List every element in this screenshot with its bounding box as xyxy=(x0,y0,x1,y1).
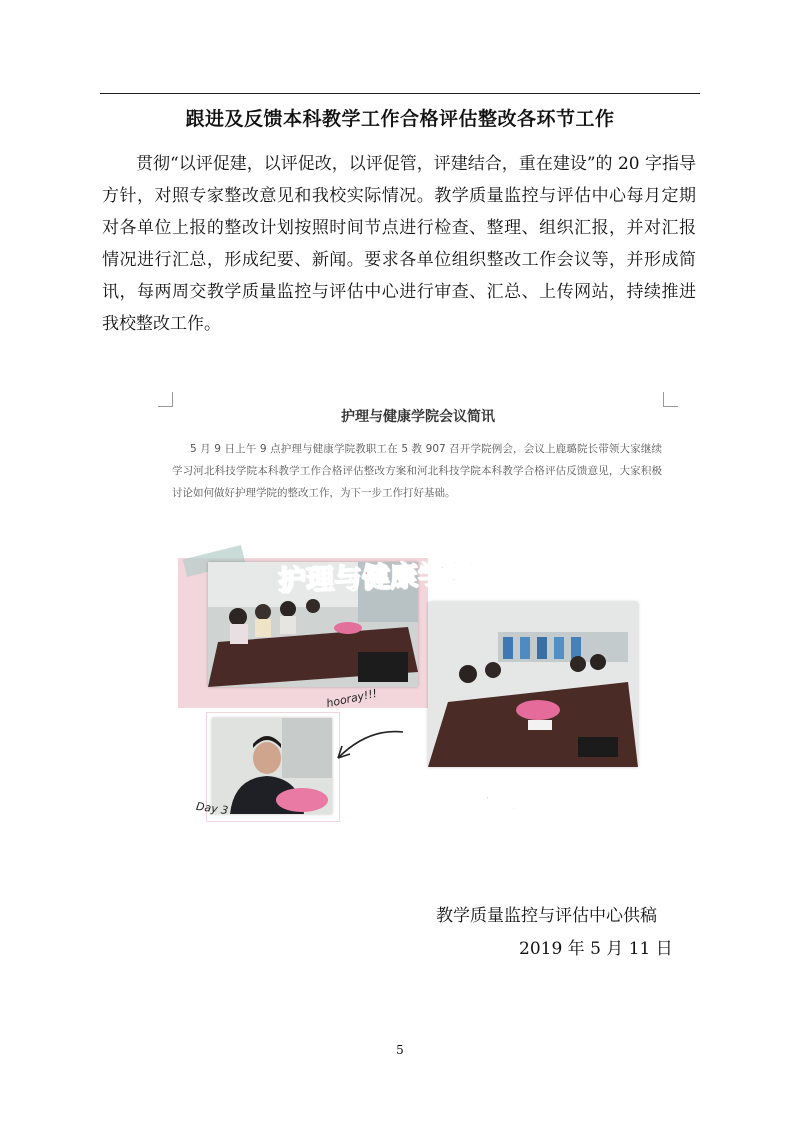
news-figure xyxy=(158,392,678,842)
hand-note-day: Day 3 xyxy=(195,799,229,818)
crop-mark-top-right xyxy=(663,392,678,407)
header-rule xyxy=(100,93,700,94)
banner-top: 护理与健康学院 xyxy=(277,557,475,598)
body-paragraph: 贯彻“以评促建，以评促改，以评促管，评建结合，重在建设”的 20 字指导方针，对照专家整改意见和我校实际情况。教学质量监控与评估中心每月定期对各单位上报的整改计划按照时间节点进行检查、整理、组织汇报，并对汇报情况进行汇总，形成纪要、新闻。要求各单位组织整改工作会议等，并形成简讯，每两周交教学质量监控与评估中心进行审查、汇总、上传网站，持续推进我校整改工作。 xyxy=(102,154,696,334)
crop-mark-top-left xyxy=(158,392,173,407)
hand-note-hooray: hooray!!! xyxy=(325,686,379,711)
figure-title: 护理与健康学院会议简讯 xyxy=(341,409,495,425)
banner-bottom: 学院例会 xyxy=(435,785,533,819)
arrow-icon xyxy=(328,720,408,770)
page-title: 跟进及反馈本科教学工作合格评估整改各环节工作 xyxy=(185,108,615,130)
date: 2019 年 5 月 11 日 xyxy=(519,939,673,959)
signature: 教学质量监控与评估中心供稿 xyxy=(436,906,657,926)
meeting-photo-right xyxy=(428,602,638,767)
photo-collage xyxy=(178,550,668,842)
page-number: 5 xyxy=(396,1043,404,1057)
figure-text: 5 月 9 日上午 9 点护理与健康学院教职工在 5 教 907 召开学院例会，会议上鹿璐院长带领大家继续学习河北科技学院本科教学工作合格评估整改方案和河北科技学院本科教学合格评估反馈意见，大家积极讨论如何做好护理学院的整改工作，为下一步工作打好基础。 xyxy=(172,443,662,499)
